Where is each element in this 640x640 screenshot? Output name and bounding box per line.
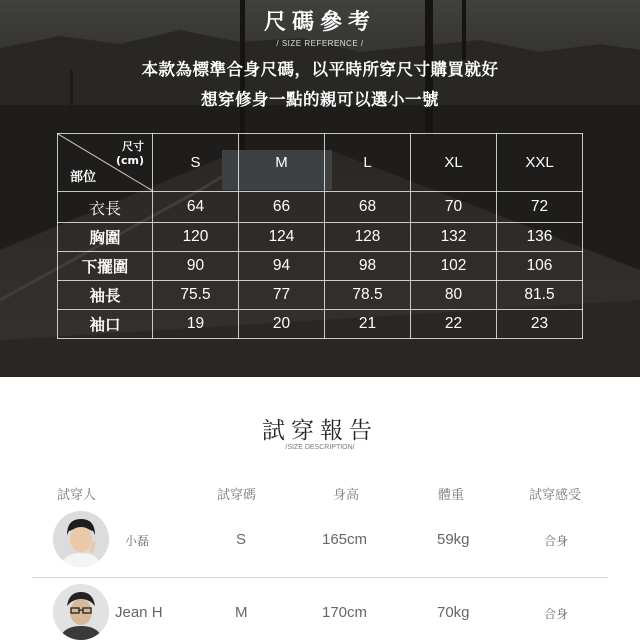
size-value: 21: [325, 310, 411, 339]
size-value: 94: [239, 252, 325, 281]
unit-cm: (cm): [115, 154, 144, 167]
person-photo-icon: [53, 511, 109, 567]
fit-report-title: 試穿報告: [262, 418, 378, 444]
size-chart-title: 尺碼參考: [263, 10, 376, 35]
size-header-cell: XXL: [497, 134, 583, 192]
header-tester: 試穿人: [57, 488, 97, 503]
size-value: 106: [497, 252, 583, 281]
tester-name: 小磊: [125, 534, 150, 548]
size-header-cell: M: [239, 134, 325, 192]
tester-height: 165cm: [322, 531, 368, 548]
size-table-row: [58, 281, 583, 310]
fit-report-subtitle: /SIZE DESCRIPTION/: [285, 444, 355, 451]
size-note-line-2: 想穿修身一點的親可以選小一號: [201, 90, 439, 109]
size-value: 68: [325, 192, 411, 223]
size-note-line-1: 本款為標準合身尺碼，以平時所穿尺寸購買就好: [141, 60, 499, 79]
row-label: 衣長: [58, 192, 153, 223]
tester-weight: 59kg: [437, 531, 470, 548]
tester-feeling: 合身: [544, 607, 569, 621]
size-value: 66: [239, 192, 325, 223]
row-label: 袖口: [58, 310, 153, 339]
size-value: 75.5: [153, 281, 239, 310]
part-label: 部位: [70, 170, 97, 185]
unit-label: [116, 140, 144, 168]
size-value: 77: [239, 281, 325, 310]
size-value: 128: [325, 223, 411, 252]
size-table-corner: [58, 134, 153, 192]
avatar: [53, 584, 109, 640]
size-value: 72: [497, 192, 583, 223]
size-value: 19: [153, 310, 239, 339]
size-value: 102: [411, 252, 497, 281]
size-value: 136: [497, 223, 583, 252]
size-value: 22: [411, 310, 497, 339]
tester-size: S: [236, 531, 247, 548]
header-feeling: 試穿感受: [529, 488, 582, 503]
tester-name: Jean H: [115, 604, 163, 621]
row-label: 袖長: [58, 281, 153, 310]
unit-label-text: 尺寸: [122, 140, 144, 153]
header-height: 身高: [333, 488, 360, 503]
tester-height: 170cm: [322, 604, 368, 621]
header-weight: 體重: [438, 488, 465, 503]
tester-weight: 70kg: [437, 604, 470, 621]
size-value: 64: [153, 192, 239, 223]
size-table-header-row: [58, 134, 583, 192]
size-value: 20: [239, 310, 325, 339]
person-photo-icon: [53, 584, 109, 640]
size-table-row: [58, 310, 583, 339]
size-value: 124: [239, 223, 325, 252]
size-header-cell: L: [325, 134, 411, 192]
size-table: [57, 133, 583, 339]
row-label: 胸圍: [58, 223, 153, 252]
tester-size: M: [235, 604, 248, 621]
size-value: 90: [153, 252, 239, 281]
size-table-row: [58, 252, 583, 281]
size-table-row: [58, 192, 583, 223]
size-value: 132: [411, 223, 497, 252]
size-value: 78.5: [325, 281, 411, 310]
size-header-cell: XL: [411, 134, 497, 192]
row-label: 下擺圍: [58, 252, 153, 281]
size-value: 120: [153, 223, 239, 252]
size-header-cell: S: [153, 134, 239, 192]
avatar: [53, 511, 109, 567]
size-value: 80: [411, 281, 497, 310]
size-value: 70: [411, 192, 497, 223]
size-value: 81.5: [497, 281, 583, 310]
tester-feeling: 合身: [544, 534, 569, 548]
header-size: 試穿碼: [217, 488, 257, 503]
size-value: 98: [325, 252, 411, 281]
row-divider: [32, 577, 608, 578]
size-table-row: [58, 223, 583, 252]
size-chart-subtitle: / SIZE REFERENCE /: [276, 39, 364, 48]
size-value: 23: [497, 310, 583, 339]
